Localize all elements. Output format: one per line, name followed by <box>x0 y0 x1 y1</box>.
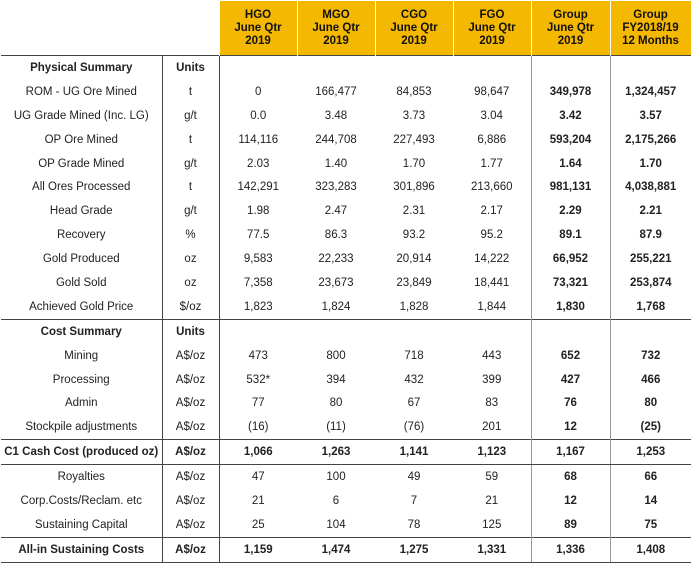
value-cell: 89.1 <box>531 223 610 247</box>
value-cell: 20,914 <box>396 253 432 266</box>
value-cell: 21 <box>251 494 265 507</box>
value-cell: 427 <box>531 368 610 392</box>
column-header-line: 2019 <box>479 34 505 47</box>
row-label: Achieved Gold Price <box>29 300 134 313</box>
header-blank <box>1 1 162 56</box>
value-cell: (11) <box>326 421 346 434</box>
value-cell: 473 <box>248 349 268 362</box>
value-cell: 2,175,266 <box>610 128 691 152</box>
column-header-line: 2019 <box>557 34 584 47</box>
value-cell: 142,291 <box>237 181 280 194</box>
value-cell: 4,038,881 <box>610 175 691 199</box>
row-unit: oz <box>162 271 219 295</box>
table-row <box>1 344 691 368</box>
value-cell: 125 <box>482 518 502 531</box>
value-cell: 12 <box>531 489 610 513</box>
column-header-line: HGO <box>244 8 272 21</box>
value-cell: 95.2 <box>480 229 503 242</box>
row-unit: A$/oz <box>162 415 219 439</box>
value-cell: 3.04 <box>480 109 503 122</box>
value-cell: 1,824 <box>321 300 351 313</box>
value-cell: 2.17 <box>480 205 503 218</box>
table-row <box>1 465 691 489</box>
value-cell: 87.9 <box>610 223 691 247</box>
value-cell <box>375 319 453 343</box>
value-cell: (16) <box>248 421 269 434</box>
value-cell: 83 <box>485 397 499 410</box>
value-cell: 201 <box>482 421 502 434</box>
column-header-2 <box>297 1 375 56</box>
row-label: Royalties <box>57 471 105 484</box>
column-header-line: June Qtr <box>546 21 595 34</box>
row-unit: g/t <box>162 104 219 128</box>
value-cell: 76 <box>531 391 610 415</box>
row-unit: % <box>162 223 219 247</box>
value-cell: 0.0 <box>250 109 267 122</box>
column-header-line: FY2018/19 <box>622 21 679 34</box>
value-cell: 244,708 <box>315 133 357 146</box>
table-row <box>1 295 691 319</box>
value-cell: 166,477 <box>315 85 357 98</box>
column-header-line: CGO <box>400 8 428 21</box>
value-cell: 80 <box>610 391 691 415</box>
value-cell: 23,673 <box>318 276 354 289</box>
value-cell <box>453 319 531 343</box>
value-cell: 227,493 <box>393 133 435 146</box>
value-cell: 1.40 <box>324 157 348 170</box>
value-cell: 67 <box>407 397 421 410</box>
row-unit: t <box>162 128 219 152</box>
value-cell: 21 <box>485 494 499 507</box>
table-row <box>1 175 691 199</box>
row-label: OP Grade Mined <box>38 157 125 170</box>
value-cell: 3.48 <box>324 109 348 122</box>
row-unit: A$/oz <box>162 537 219 562</box>
value-cell: 93.2 <box>402 229 426 242</box>
value-cell: 253,874 <box>610 271 691 295</box>
value-cell: 394 <box>326 373 346 386</box>
value-cell: 1.70 <box>610 152 691 176</box>
value-cell: 432 <box>404 373 424 386</box>
row-unit: oz <box>162 247 219 271</box>
value-cell: 1,263 <box>297 440 375 465</box>
value-cell: 323,283 <box>315 181 357 194</box>
row-label: Sustaining Capital <box>34 518 128 531</box>
value-cell: 1,823 <box>243 300 273 313</box>
row-label: Processing <box>52 373 110 386</box>
value-cell: 0 <box>255 85 262 98</box>
value-cell: 718 <box>404 349 424 362</box>
value-cell: 66,952 <box>531 247 610 271</box>
value-cell: 255,221 <box>610 247 691 271</box>
value-cell: 114,116 <box>238 133 279 146</box>
column-header-line: June Qtr <box>312 21 360 34</box>
row-label: Gold Produced <box>42 253 120 266</box>
value-cell: 1,159 <box>219 537 297 562</box>
value-cell: 981,131 <box>531 175 610 199</box>
value-cell <box>297 56 375 80</box>
value-cell: 3.73 <box>402 109 426 122</box>
table-row <box>1 513 691 537</box>
value-cell: 25 <box>251 518 265 531</box>
value-cell: 84,853 <box>396 85 432 98</box>
row-unit: A$/oz <box>162 489 219 513</box>
value-cell: 1.98 <box>247 205 270 218</box>
value-cell: 1,324,457 <box>610 80 691 104</box>
value-cell: 1,830 <box>531 295 610 319</box>
header-row <box>1 1 691 56</box>
table-row <box>1 80 691 104</box>
value-cell: 1,275 <box>375 537 453 562</box>
row-label: ROM - UG Ore Mined <box>25 85 137 98</box>
value-cell: 100 <box>326 471 346 484</box>
value-cell: 49 <box>407 471 421 484</box>
value-cell: 466 <box>610 368 691 392</box>
value-cell: 2.47 <box>324 205 348 218</box>
column-header-line: 2019 <box>401 34 427 47</box>
value-cell: 77.5 <box>247 229 270 242</box>
value-cell: 6,886 <box>477 133 507 146</box>
value-cell: 1,141 <box>375 440 453 465</box>
value-cell: 593,204 <box>531 128 610 152</box>
table-row <box>1 271 691 295</box>
row-label: C1 Cash Cost (produced oz) <box>1 440 162 465</box>
value-cell <box>531 319 610 343</box>
value-cell: 1.77 <box>480 157 503 170</box>
column-header-line: Group <box>553 8 588 21</box>
row-label: Cost Summary <box>1 319 162 343</box>
section-header-physical <box>1 56 691 80</box>
value-cell: 732 <box>610 344 691 368</box>
row-unit: g/t <box>162 152 219 176</box>
row-label: All-in Sustaining Costs <box>1 537 162 562</box>
row-unit: A$/oz <box>162 368 219 392</box>
value-cell: 59 <box>485 471 499 484</box>
value-cell: 1.64 <box>531 152 610 176</box>
column-header-5 <box>531 1 610 56</box>
row-unit: Units <box>162 319 219 343</box>
value-cell: 68 <box>531 465 610 489</box>
value-cell: 2.03 <box>247 157 270 170</box>
value-cell <box>375 56 453 80</box>
value-cell: 1,474 <box>297 537 375 562</box>
row-label: Mining <box>64 349 99 362</box>
c1-cash-cost-row <box>1 440 691 465</box>
table-row <box>1 199 691 223</box>
row-label: Recovery <box>56 229 106 242</box>
value-cell: 2.29 <box>531 199 610 223</box>
aisc-row <box>1 537 691 562</box>
value-cell: 6 <box>332 494 340 507</box>
table-row <box>1 415 691 439</box>
value-cell <box>219 319 297 343</box>
value-cell: 800 <box>326 349 346 362</box>
row-label: Stockpile adjustments <box>25 421 138 434</box>
value-cell: 1,167 <box>531 440 610 465</box>
row-unit: A$/oz <box>162 465 219 489</box>
row-label: Corp.Costs/Reclam. etc <box>20 494 142 507</box>
row-label: All Ores Processed <box>32 181 131 194</box>
value-cell: 1,828 <box>399 300 429 313</box>
value-cell: (76) <box>403 421 425 434</box>
row-label: UG Grade Mined (Inc. LG) <box>13 109 149 122</box>
column-header-line: June Qtr <box>390 21 438 34</box>
column-header-line: 2019 <box>245 34 271 47</box>
value-cell <box>610 319 691 343</box>
row-unit: t <box>162 80 219 104</box>
value-cell: 7,358 <box>243 276 273 289</box>
value-cell <box>297 319 375 343</box>
value-cell: 98,647 <box>474 85 510 98</box>
column-header-4 <box>453 1 531 56</box>
row-unit: Units <box>162 56 219 80</box>
row-label: Physical Summary <box>1 56 162 80</box>
value-cell: 1,331 <box>453 537 531 562</box>
value-cell: 2.21 <box>610 199 691 223</box>
value-cell: 301,896 <box>393 181 435 194</box>
value-cell: 532* <box>246 373 271 386</box>
column-header-line: FGO <box>479 8 505 21</box>
value-cell: 652 <box>531 344 610 368</box>
value-cell: 23,849 <box>396 276 432 289</box>
column-header-line: 2019 <box>323 34 349 47</box>
value-cell: 3.57 <box>610 104 691 128</box>
value-cell: 7 <box>410 494 418 507</box>
value-cell <box>531 56 610 80</box>
row-unit: A$/oz <box>162 513 219 537</box>
value-cell: 349,978 <box>531 80 610 104</box>
value-cell: 399 <box>482 373 502 386</box>
value-cell: 3.42 <box>531 104 610 128</box>
value-cell: 9,583 <box>243 253 273 266</box>
value-cell: 1,768 <box>610 295 691 319</box>
row-unit: g/t <box>162 199 219 223</box>
column-header-3 <box>375 1 453 56</box>
value-cell <box>219 56 297 80</box>
value-cell: 1,408 <box>610 537 691 562</box>
value-cell: 1,123 <box>453 440 531 465</box>
value-cell: 78 <box>407 518 421 531</box>
row-label: Gold Sold <box>55 276 107 289</box>
table-row <box>1 223 691 247</box>
value-cell: 12 <box>531 415 610 439</box>
table-row <box>1 128 691 152</box>
table-row <box>1 152 691 176</box>
value-cell: 80 <box>329 397 343 410</box>
value-cell: 77 <box>251 397 265 410</box>
table-row <box>1 489 691 513</box>
value-cell: 443 <box>482 349 502 362</box>
table-row <box>1 247 691 271</box>
value-cell: 213,660 <box>470 181 513 194</box>
column-header-line: Group <box>633 8 668 21</box>
column-header-line: MGO <box>322 8 350 21</box>
value-cell: 22,233 <box>318 253 354 266</box>
row-label: OP Ore Mined <box>44 133 118 146</box>
value-cell: 86.3 <box>324 229 348 242</box>
value-cell: 1,066 <box>219 440 297 465</box>
table-row <box>1 391 691 415</box>
value-cell <box>610 56 691 80</box>
table-row <box>1 104 691 128</box>
row-unit: t <box>162 175 219 199</box>
value-cell: 1,253 <box>610 440 691 465</box>
value-cell: 1.70 <box>402 157 426 170</box>
row-label: Head Grade <box>49 205 113 218</box>
value-cell: 104 <box>326 518 346 531</box>
header-blank-units <box>162 1 219 56</box>
row-label: Admin <box>64 397 98 410</box>
section-header-cost <box>1 319 691 343</box>
value-cell: 18,441 <box>474 276 510 289</box>
value-cell: 1,336 <box>531 537 610 562</box>
value-cell: 47 <box>251 471 265 484</box>
value-cell: 73,321 <box>531 271 610 295</box>
row-unit: A$/oz <box>162 391 219 415</box>
mine-summary-table <box>1 1 692 563</box>
table-row <box>1 368 691 392</box>
value-cell: 75 <box>610 513 691 537</box>
column-header-6 <box>610 1 691 56</box>
row-unit: A$/oz <box>162 440 219 465</box>
column-header-line: June Qtr <box>234 21 282 34</box>
column-header-1 <box>219 1 297 56</box>
value-cell: (25) <box>610 415 691 439</box>
value-cell: 1,844 <box>477 300 507 313</box>
value-cell: 14 <box>610 489 691 513</box>
value-cell: 89 <box>531 513 610 537</box>
row-unit: A$/oz <box>162 344 219 368</box>
value-cell: 2.31 <box>402 205 426 218</box>
column-header-line: June Qtr <box>468 21 516 34</box>
row-unit: $/oz <box>162 295 219 319</box>
value-cell <box>453 56 531 80</box>
value-cell: 66 <box>610 465 691 489</box>
column-header-line: 12 Months <box>622 34 679 47</box>
value-cell: 14,222 <box>474 253 510 266</box>
